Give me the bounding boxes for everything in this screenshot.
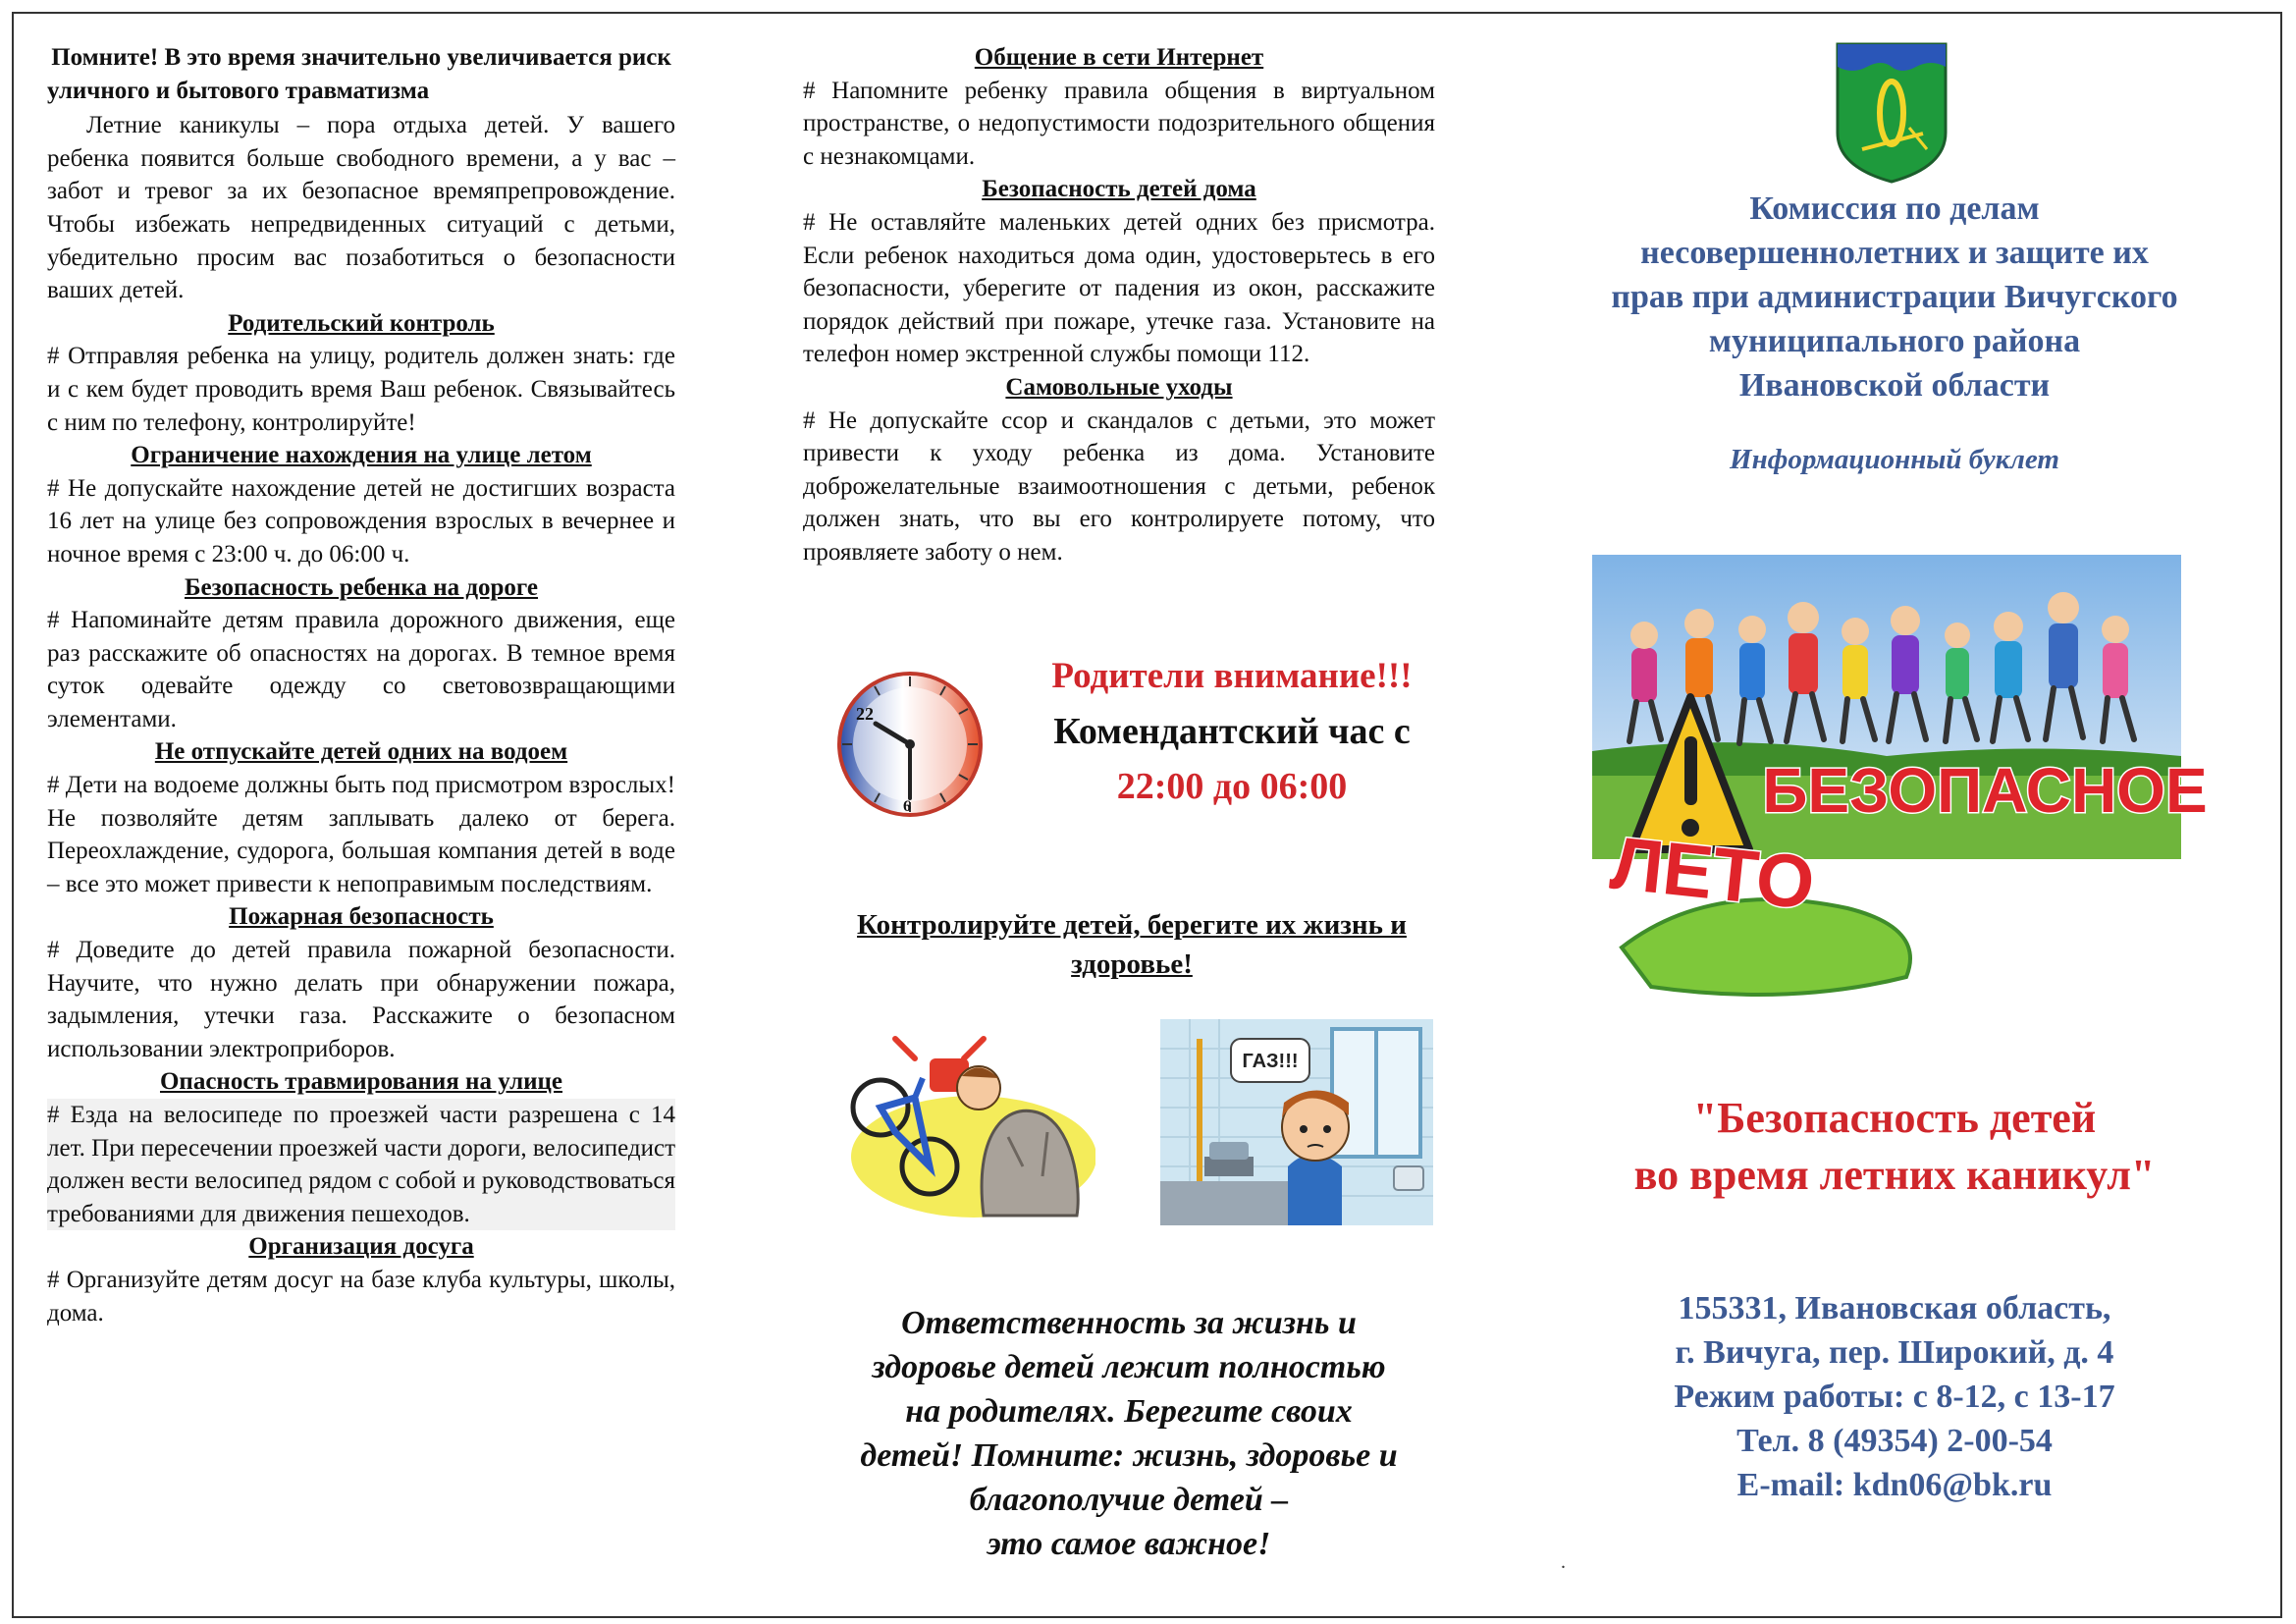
gas-leak-illustration xyxy=(1160,1019,1433,1225)
text-runaways: # Не допускайте ссор и скандалов с детьми, это может привести к уходу ребенка из дома. Установите доброжелательные взаимоотношения с детьми, ребенок должен знать, что вы его контролируете потому, что проявляете заботу о нем. xyxy=(803,406,1435,566)
booklet-title xyxy=(1551,1090,2238,1204)
responsibility-line: детей! Помните: жизнь, здоровье и xyxy=(860,1437,1398,1474)
text-road-safety: # Напоминайте детям правила дорожного движения, еще раз расскажите об опасностях на дорогах. В темное время суток одевайте одежду со световозвращающими элементами. xyxy=(47,607,675,732)
curfew-block xyxy=(1001,650,1463,813)
responsibility-text xyxy=(795,1301,1463,1566)
responsibility-line: благополучие детей – xyxy=(969,1482,1289,1518)
text-street-limit: # Не допускайте нахождение детей не достигших возраста 16 лет на улице без сопровождения взрослых в вечернее и ночное время с 23:00 ч. до 06:00 ч. xyxy=(47,474,675,568)
heading-runaways: Самовольные уходы xyxy=(1005,373,1233,401)
text-leisure: # Организуйте детям досуг на базе клуба культуры, школы, дома. xyxy=(47,1266,675,1326)
text-fire-safety: # Доведите до детей правила пожарной безопасности. Научите, что нужно делать при обнаружении пожара, задымления, утечки газа. Расскажите о безопасном использовании электроприборов. xyxy=(47,937,675,1062)
text-parental-control: # Отправляя ребенка на улицу, родитель должен знать: где и с кем будет проводить время Ваш ребенок. Связывайтесь с ним по телефону, контролируйте! xyxy=(47,343,675,436)
lead-warning: Помните! В это время значительно увеличивается риск уличного и бытового травматизма xyxy=(47,44,671,104)
contact-phone: Тел. 8 (49354) 2-00-54 xyxy=(1736,1423,2053,1459)
curfew-label: Комендантский час с xyxy=(1053,711,1411,752)
control-slogan: Контролируйте детей, берегите их жизнь и здоровье! xyxy=(857,909,1407,980)
title-line: "Безопасность детей xyxy=(1692,1094,2097,1142)
heading-street-limit: Ограничение нахождения на улице летом xyxy=(131,442,592,469)
text-internet: # Напомните ребенку правила общения в виртуальном пространстве, о недопустимости подозрительного общения с незнакомцами. xyxy=(803,77,1435,170)
gas-bubble-text: ГАЗ!!! xyxy=(1242,1051,1299,1072)
heading-road-safety: Безопасность ребенка на дороге xyxy=(184,573,539,601)
contact-email: E-mail: kdn06@bk.ru xyxy=(1736,1467,2053,1503)
heading-parental-control: Родительский контроль xyxy=(228,309,495,337)
curfew-attention: Родители внимание!!! xyxy=(1051,656,1413,696)
curfew-hours: 22:00 до 06:00 xyxy=(1116,766,1348,807)
responsibility-line: Ответственность за жизнь и xyxy=(901,1305,1357,1341)
contact-info xyxy=(1551,1286,2238,1507)
heading-street-injury: Опасность травмирования на улице xyxy=(159,1068,563,1096)
coat-of-arms-icon xyxy=(1833,39,1950,185)
heading-internet: Общение в сети Интернет xyxy=(974,44,1264,71)
safe-summer-illustration xyxy=(1592,555,2220,1016)
commission-line: прав при администрации Вичугского xyxy=(1611,279,2178,315)
commission-line: Ивановской области xyxy=(1738,367,2051,404)
heading-home-safety: Безопасность детей дома xyxy=(982,176,1256,203)
heading-water-safety: Не отпускайте детей одних на водоем xyxy=(154,738,568,766)
summer-word: ЛЕТО xyxy=(1606,821,1819,926)
clock-label-22: 22 xyxy=(856,704,874,724)
bike-accident-illustration xyxy=(836,1019,1095,1225)
contact-hours: Режим работы: с 8-12, с 13-17 xyxy=(1674,1379,2115,1415)
column-left xyxy=(47,41,675,1329)
column-middle xyxy=(803,41,1435,569)
heading-leisure: Организация досуга xyxy=(248,1233,474,1261)
clock-icon xyxy=(836,671,984,818)
text-street-injury: # Езда на велосипеде по проезжей части разрешена с 14 лет. При пересечении проезжей части дороги, велосипедист должен вести велосипед рядом с собой и руководствоваться требованиями для движения пешеходов. xyxy=(47,1099,675,1230)
responsibility-line: здоровье детей лежит полностью xyxy=(872,1349,1386,1385)
contact-street: г. Вичуга, пер. Широкий, д. 4 xyxy=(1675,1334,2114,1371)
text-water-safety: # Дети на водоеме должны быть под присмотром взрослых! Не позволяйте детям заплывать далеко от берега. Переохлаждение, судорога, большая компания детей в воде – все это может привести к непоправимым последствиям. xyxy=(47,772,675,897)
intro-paragraph: Летние каникулы – пора отдыха детей. У вашего ребенка появится больше свободного времени, а у вас – забот и тревог за их безопасное времяпрепровождение. Чтобы избежать непредвиденных ситуаций с детьми, убедительно просим вас позаботиться о безопасности ваших детей. xyxy=(47,112,675,304)
responsibility-line: это самое важное! xyxy=(987,1526,1271,1562)
commission-name xyxy=(1551,187,2238,407)
safe-word: БЕЗОПАСНОЕ xyxy=(1762,755,2208,826)
booklet-label: Информационный буклет xyxy=(1730,444,2059,475)
responsibility-line: на родителях. Берегите своих xyxy=(905,1393,1353,1430)
commission-line: муниципального района xyxy=(1708,323,2081,359)
commission-line: несовершеннолетних и защите их xyxy=(1640,235,2149,271)
title-line: во время летних каникул" xyxy=(1633,1151,2156,1199)
stray-dot: . xyxy=(1561,1551,1566,1573)
commission-line: Комиссия по делам xyxy=(1749,190,2040,227)
contact-address: 155331, Ивановская область, xyxy=(1678,1290,2111,1326)
heading-fire-safety: Пожарная безопасность xyxy=(229,903,494,931)
text-home-safety: # Не оставляйте маленьких детей одних без присмотра. Если ребенок находиться дома один, удостоверьтесь в его безопасности, уберегите от падения из окон, расскажите порядок действий при пожаре, утечке газа. Установите на телефон номер экстренной службы помощи 112. xyxy=(803,208,1435,368)
clock-label-6: 6 xyxy=(903,798,911,815)
